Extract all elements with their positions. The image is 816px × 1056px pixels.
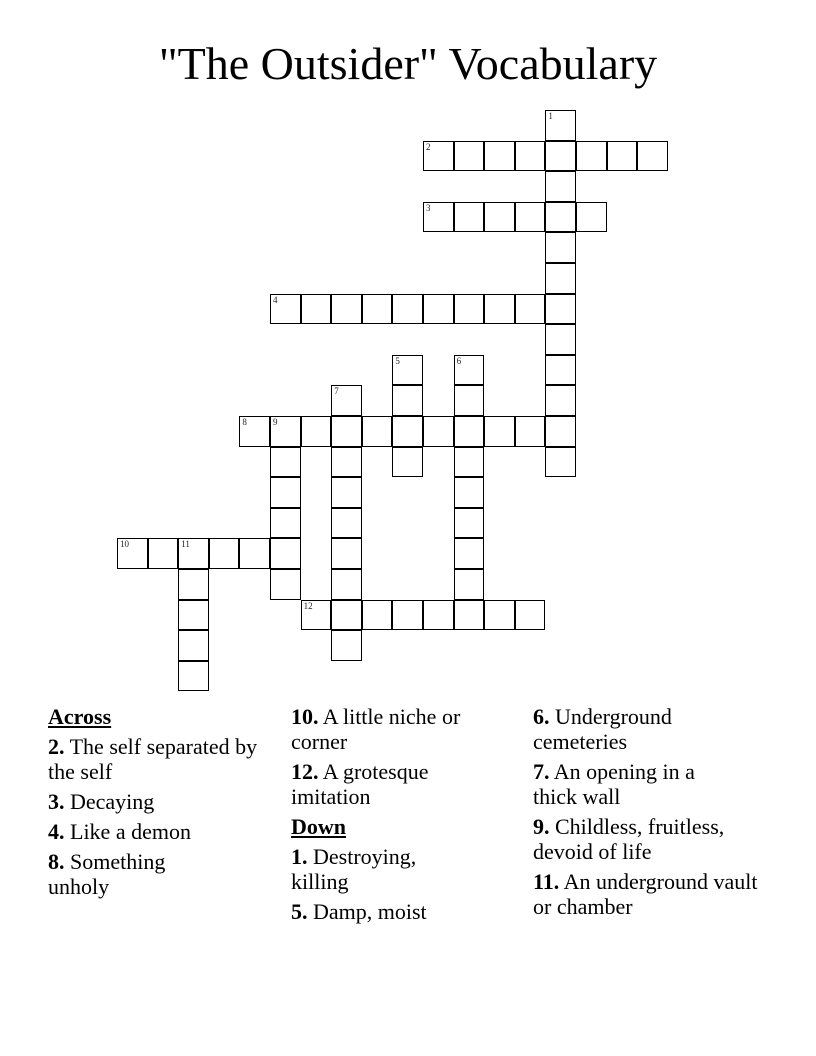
clue-number: 6 xyxy=(456,355,462,366)
grid-cell[interactable] xyxy=(270,508,301,539)
grid-cell[interactable] xyxy=(454,385,485,416)
grid-cell[interactable] xyxy=(545,385,576,416)
grid-cell[interactable] xyxy=(484,416,515,447)
clues-column-3 xyxy=(533,704,763,924)
grid-cell[interactable] xyxy=(362,294,393,325)
grid-cell[interactable] xyxy=(148,538,179,569)
clue-number: 1 xyxy=(548,111,553,121)
grid-cell[interactable] xyxy=(545,324,576,355)
grid-cell[interactable] xyxy=(454,202,485,233)
clue-across-12: 12. A grotesque imitation xyxy=(291,759,429,809)
grid-cell[interactable] xyxy=(392,416,423,447)
clue-number: 5 xyxy=(395,355,400,366)
grid-cell[interactable] xyxy=(484,294,515,325)
clue-across-8: 8. Something unholy xyxy=(48,849,166,899)
grid-cell[interactable] xyxy=(515,294,546,325)
grid-cell[interactable] xyxy=(454,294,485,325)
grid-cell[interactable] xyxy=(545,447,576,478)
clue-across-3: 3. Decaying xyxy=(48,789,155,814)
grid-cell[interactable] xyxy=(454,477,485,508)
grid-cell[interactable] xyxy=(423,202,454,233)
grid-cell[interactable] xyxy=(515,600,546,631)
grid-cell[interactable] xyxy=(178,538,209,569)
grid-cell[interactable] xyxy=(301,416,332,447)
clue-across-10: 10. A little niche or corner xyxy=(291,704,461,754)
grid-cell[interactable] xyxy=(423,141,454,172)
grid-cell[interactable] xyxy=(331,447,362,478)
grid-cell[interactable] xyxy=(545,294,576,325)
clue-across-4: 4. Like a demon xyxy=(48,819,191,844)
clue-down-6: 6. Underground cemeteries xyxy=(533,704,672,754)
clues-column-1 xyxy=(48,704,278,904)
grid-cell[interactable] xyxy=(331,508,362,539)
clue-number: 7 xyxy=(334,386,339,397)
grid-cell[interactable] xyxy=(301,600,332,631)
grid-cell[interactable] xyxy=(545,263,576,294)
grid-cell[interactable] xyxy=(331,600,362,631)
grid-cell[interactable] xyxy=(454,416,485,447)
grid-cell[interactable] xyxy=(545,416,576,447)
grid-cell[interactable] xyxy=(270,416,301,447)
grid-cell[interactable] xyxy=(545,110,576,141)
down-header: Down xyxy=(291,814,347,839)
clue-number: 2 xyxy=(426,141,431,152)
grid-cell[interactable] xyxy=(423,416,454,447)
grid-cell[interactable] xyxy=(270,538,301,569)
clues-column-2 xyxy=(291,704,521,929)
grid-cell[interactable] xyxy=(362,600,393,631)
grid-cell[interactable] xyxy=(331,538,362,569)
clue-down-5: 5. Damp, moist xyxy=(291,899,427,924)
clue-across-2: 2. The self separated by the self xyxy=(48,734,258,784)
across-header: Across xyxy=(48,704,112,729)
grid-cell[interactable] xyxy=(117,538,148,569)
grid-cell[interactable] xyxy=(392,385,423,416)
grid-cell[interactable] xyxy=(454,569,485,600)
grid-cell[interactable] xyxy=(392,600,423,631)
grid-cell[interactable] xyxy=(484,202,515,233)
clue-number: 10 xyxy=(120,539,129,550)
grid-cell[interactable] xyxy=(454,447,485,478)
grid-cell[interactable] xyxy=(331,569,362,600)
grid-cell[interactable] xyxy=(331,416,362,447)
clue-down-1: 1. Destroying, killing xyxy=(291,844,417,894)
grid-cell[interactable] xyxy=(239,538,270,569)
grid-cell[interactable] xyxy=(423,600,454,631)
clue-number: 11 xyxy=(181,539,190,550)
grid-cell[interactable] xyxy=(545,171,576,202)
grid-cell[interactable] xyxy=(331,630,362,661)
grid-cell[interactable] xyxy=(301,294,332,325)
grid-cell[interactable] xyxy=(515,202,546,233)
page-title: "The Outsider" Vocabulary xyxy=(158,38,658,89)
grid-cell[interactable] xyxy=(515,416,546,447)
grid-cell[interactable] xyxy=(454,508,485,539)
grid-cell[interactable] xyxy=(178,569,209,600)
grid-cell[interactable] xyxy=(178,661,209,692)
grid-cell[interactable] xyxy=(392,447,423,478)
clue-number: 3 xyxy=(426,202,431,213)
grid-cell[interactable] xyxy=(209,538,240,569)
grid-cell[interactable] xyxy=(392,294,423,325)
grid-cell[interactable] xyxy=(454,600,485,631)
grid-cell[interactable] xyxy=(270,294,301,325)
grid-cell[interactable] xyxy=(270,477,301,508)
grid-cell[interactable] xyxy=(545,202,576,233)
grid-cell[interactable] xyxy=(576,202,607,233)
grid-cell[interactable] xyxy=(454,355,485,386)
grid-cell[interactable] xyxy=(454,538,485,569)
grid-cell[interactable] xyxy=(331,477,362,508)
grid-cell[interactable] xyxy=(637,141,668,172)
grid-cell[interactable] xyxy=(545,141,576,172)
grid-cell[interactable] xyxy=(270,569,301,600)
grid-cell[interactable] xyxy=(178,630,209,661)
grid-cell[interactable] xyxy=(545,232,576,263)
clue-down-7: 7. An opening in a thick wall xyxy=(533,759,695,809)
grid-cell[interactable] xyxy=(545,355,576,386)
clue-number: 12 xyxy=(303,600,313,611)
clue-number: 8 xyxy=(242,417,247,427)
clue-number: 4 xyxy=(273,294,278,305)
grid-cell[interactable] xyxy=(515,141,546,172)
grid-cell[interactable] xyxy=(392,355,423,386)
grid-cell[interactable] xyxy=(576,141,607,172)
grid-cell[interactable] xyxy=(331,294,362,325)
clue-down-9: 9. Childless, fruitless, devoid of life xyxy=(533,814,725,864)
grid-cell[interactable] xyxy=(239,416,270,447)
grid-cell[interactable] xyxy=(331,385,362,416)
grid-cell[interactable] xyxy=(484,600,515,631)
clue-down-11: 11. An underground vault or chamber xyxy=(533,869,758,919)
grid-cell[interactable] xyxy=(607,141,638,172)
grid-cell[interactable] xyxy=(423,294,454,325)
grid-cell[interactable] xyxy=(484,141,515,172)
grid-cell[interactable] xyxy=(362,416,393,447)
grid-cell[interactable] xyxy=(454,141,485,172)
clue-number: 9 xyxy=(273,417,278,427)
grid-cell[interactable] xyxy=(178,600,209,631)
grid-cell[interactable] xyxy=(270,447,301,478)
